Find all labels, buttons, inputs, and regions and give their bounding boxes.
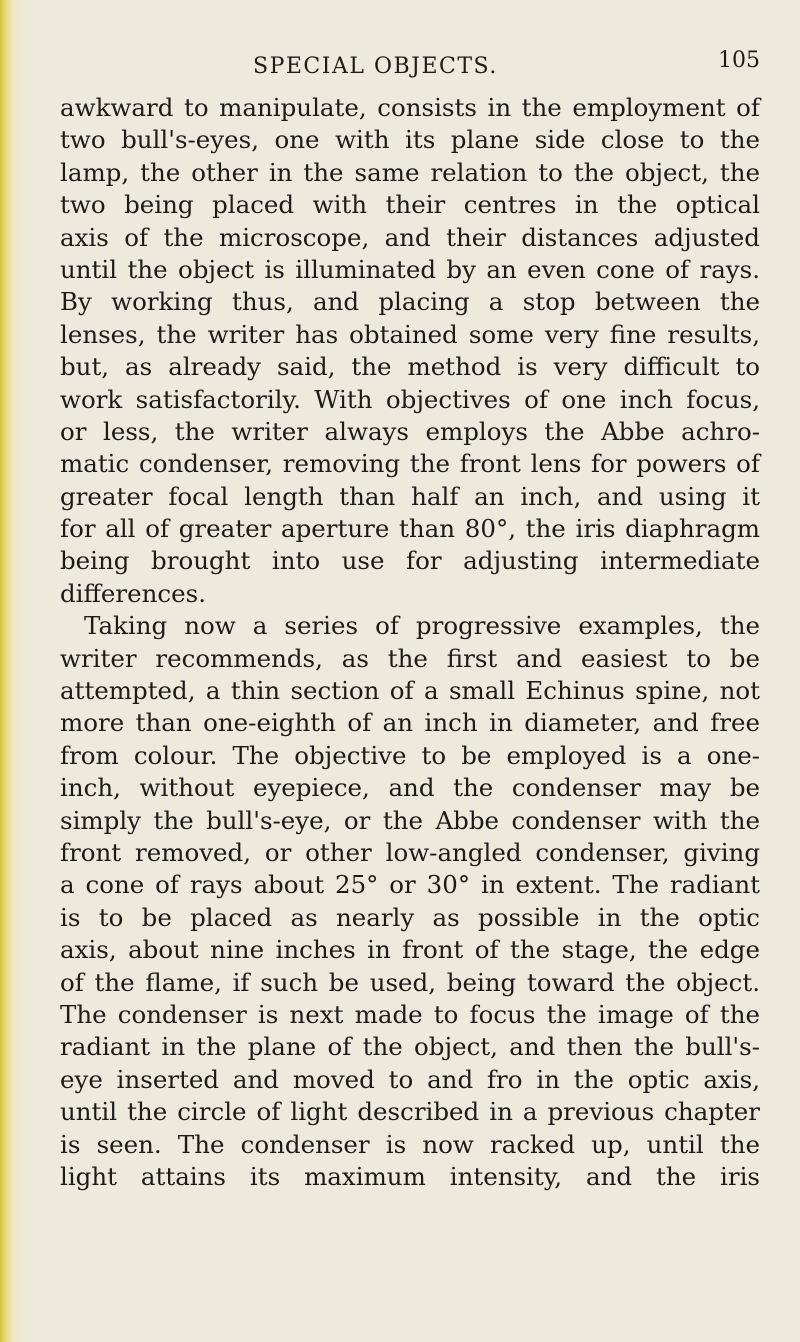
text-line: until the object is illuminated by an even cone of rays.	[60, 254, 760, 284]
text-line: until the circle of light described in a previous chapter	[60, 1097, 760, 1127]
text-line: lamp, the other in the same relation to the object, the	[60, 157, 760, 187]
page-header	[60, 48, 760, 82]
text-line: axis of the microscope, and their distances adjusted	[60, 222, 760, 252]
running-title: SPECIAL OBJECTS.	[253, 54, 498, 79]
text-line: attempted, a thin section of a small Echinus spine, not	[60, 676, 760, 706]
text-line: being brought into use for adjusting intermediate	[60, 546, 760, 576]
text-line: more than one-eighth of an inch in diameter, and free	[60, 708, 760, 738]
text-line: is seen. The condenser is now racked up, until the	[60, 1129, 760, 1159]
text-line: By working thus, and placing a stop between the	[60, 287, 760, 317]
text-line: is to be placed as nearly as possible in the optic	[60, 902, 760, 932]
text-line: light attains its maximum intensity, and the iris	[60, 1161, 760, 1191]
text-line: from colour. The objective to be employed is a one-	[60, 740, 760, 770]
text-line: radiant in the plane of the object, and then the bull's-	[60, 1032, 760, 1062]
text-line: greater focal length than half an inch, and using it	[60, 481, 760, 511]
page-gutter	[0, 0, 26, 1342]
text-line: two bull's-eyes, one with its plane side close to the	[60, 125, 760, 155]
text-line: writer recommends, as the first and easiest to be	[60, 643, 760, 673]
text-line: matic condenser, removing the front lens for powers of	[60, 449, 760, 479]
text-line: lenses, the writer has obtained some very fine results,	[60, 319, 760, 349]
paragraph-last-line: differences.	[60, 578, 206, 608]
text-line: inch, without eyepiece, and the condenser may be	[60, 773, 760, 803]
text-line: work satisfactorily. With objectives of one inch focus,	[60, 384, 760, 414]
text-line: for all of greater aperture than 80°, the iris diaphragm	[60, 514, 760, 544]
text-line: simply the bull's-eye, or the Abbe condenser with the	[60, 805, 760, 835]
text-line: eye inserted and moved to and fro in the optic axis,	[60, 1064, 760, 1094]
page-number: 105	[718, 48, 760, 73]
text-line: or less, the writer always employs the Abbe achro-	[60, 416, 760, 446]
text-line: awkward to manipulate, consists in the employment of	[60, 93, 760, 122]
text-line: but, as already said, the method is very difficult to	[60, 352, 760, 382]
paragraph-first-line: Taking now a series of progressive examples, the	[84, 611, 760, 641]
text-line: The condenser is next made to focus the image of the	[60, 999, 760, 1029]
text-line: front removed, or other low-angled condenser, giving	[60, 837, 760, 867]
text-line: a cone of rays about 25° or 30° in extent. The radiant	[60, 870, 760, 900]
text-line: axis, about nine inches in front of the stage, the edge	[60, 935, 760, 965]
text-line: of the flame, if such be used, being toward the object.	[60, 967, 760, 997]
body-text	[60, 92, 760, 1193]
text-line: two being placed with their centres in the optical	[60, 190, 760, 220]
